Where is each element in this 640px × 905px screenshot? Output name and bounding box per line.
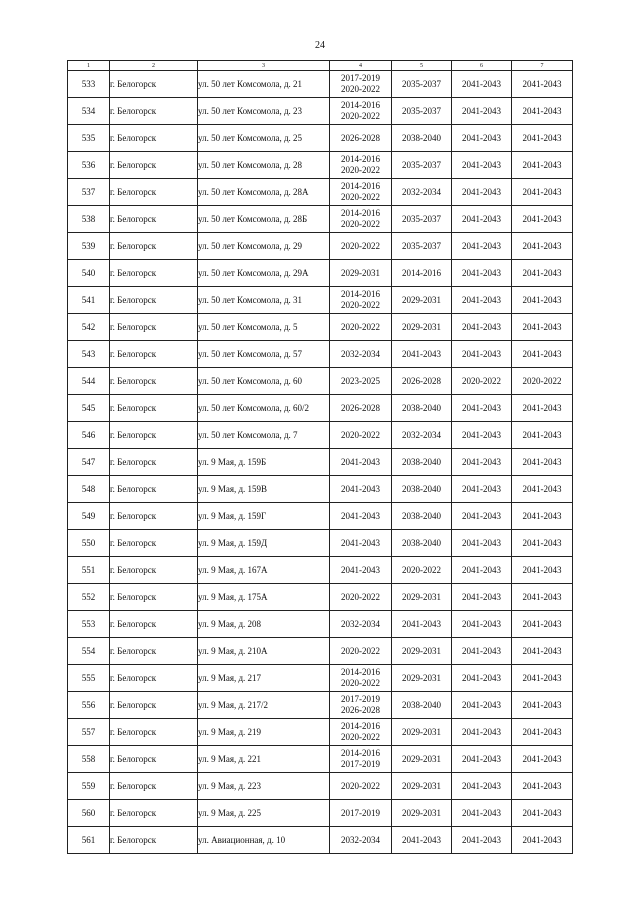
period-cell-col5: 2038-2040 [392, 476, 452, 503]
period-cell-col4 [330, 584, 392, 611]
address-cell: ул. 50 лет Комсомола, д. 57 [198, 341, 330, 368]
period-cell-col4 [330, 692, 392, 719]
period-cell-col7: 2041-2043 [512, 611, 573, 638]
period-cell-col6: 2041-2043 [452, 584, 512, 611]
period-cell-col4 [330, 233, 392, 260]
period-cell-col7: 2041-2043 [512, 341, 573, 368]
city-cell: г. Белогорск [110, 719, 198, 746]
period-cell-col7: 2041-2043 [512, 638, 573, 665]
row-number: 553 [68, 611, 110, 638]
table-row [68, 611, 573, 638]
city-cell: г. Белогорск [110, 422, 198, 449]
city-cell: г. Белогорск [110, 260, 198, 287]
address-cell: ул. 50 лет Комсомола, д. 23 [198, 98, 330, 125]
period-cell-col4 [330, 503, 392, 530]
period-line: 2014-2016 [341, 667, 380, 677]
city-cell: г. Белогорск [110, 476, 198, 503]
period-cell-col6: 2041-2043 [452, 125, 512, 152]
period-cell-col5: 2029-2031 [392, 314, 452, 341]
row-number: 538 [68, 206, 110, 233]
period-cell-col4 [330, 260, 392, 287]
column-header: 4 [330, 61, 392, 71]
table-row [68, 368, 573, 395]
period-line: 2041-2043 [341, 537, 380, 548]
period-cell-col7: 2041-2043 [512, 422, 573, 449]
period-cell-col7: 2041-2043 [512, 530, 573, 557]
city-cell: г. Белогорск [110, 368, 198, 395]
table-body [68, 71, 573, 854]
period-line: 2020-2022 [341, 240, 380, 251]
period-cell-col6: 2041-2043 [452, 503, 512, 530]
period-cell-col4 [330, 611, 392, 638]
period-line: 2032-2034 [341, 834, 380, 845]
table-row [68, 125, 573, 152]
period-cell-col5: 2038-2040 [392, 503, 452, 530]
period-line: 2017-2019 [341, 73, 380, 83]
city-cell: г. Белогорск [110, 233, 198, 260]
city-cell: г. Белогорск [110, 125, 198, 152]
row-number: 533 [68, 71, 110, 98]
period-cell-col6: 2041-2043 [452, 233, 512, 260]
page-number: 24 [315, 40, 325, 51]
period-line: 2014-2016 [341, 748, 380, 758]
address-cell: ул. 9 Мая, д. 219 [198, 719, 330, 746]
period-cell-col6: 2041-2043 [452, 71, 512, 98]
address-cell: ул. 9 Мая, д. 225 [198, 800, 330, 827]
city-cell: г. Белогорск [110, 71, 198, 98]
table-row [68, 314, 573, 341]
row-number: 546 [68, 422, 110, 449]
period-line: 2017-2019 [341, 807, 380, 818]
period-cell-col4 [330, 71, 392, 98]
period-cell-col4 [330, 530, 392, 557]
period-cell-col5: 2038-2040 [392, 125, 452, 152]
period-cell-col4 [330, 179, 392, 206]
address-cell: ул. 50 лет Комсомола, д. 25 [198, 125, 330, 152]
city-cell: г. Белогорск [110, 611, 198, 638]
city-cell: г. Белогорск [110, 665, 198, 692]
city-cell: г. Белогорск [110, 152, 198, 179]
row-number: 545 [68, 395, 110, 422]
period-line: 2020-2022 [341, 732, 380, 742]
city-cell: г. Белогорск [110, 449, 198, 476]
period-cell-col5: 2038-2040 [392, 449, 452, 476]
city-cell: г. Белогорск [110, 206, 198, 233]
period-line: 2026-2028 [341, 132, 380, 143]
table-row [68, 530, 573, 557]
table-row [68, 152, 573, 179]
city-cell: г. Белогорск [110, 773, 198, 800]
address-cell: ул. 9 Мая, д. 159Д [198, 530, 330, 557]
row-number: 539 [68, 233, 110, 260]
address-cell: ул. 9 Мая, д. 175А [198, 584, 330, 611]
period-cell-col7: 2041-2043 [512, 206, 573, 233]
period-cell-col7: 2041-2043 [512, 125, 573, 152]
row-number: 552 [68, 584, 110, 611]
period-cell-col4 [330, 449, 392, 476]
row-number: 547 [68, 449, 110, 476]
table-row [68, 692, 573, 719]
period-cell-col4 [330, 395, 392, 422]
period-line: 2029-2031 [341, 267, 380, 278]
period-line: 2020-2022 [341, 165, 380, 175]
period-cell-col5: 2035-2037 [392, 98, 452, 125]
period-cell-col5: 2029-2031 [392, 746, 452, 773]
address-cell: ул. 9 Мая, д. 208 [198, 611, 330, 638]
table-row [68, 827, 573, 854]
period-line: 2020-2022 [341, 300, 380, 310]
period-cell-col5: 2032-2034 [392, 422, 452, 449]
table-row [68, 746, 573, 773]
period-cell-col6: 2041-2043 [452, 530, 512, 557]
address-cell: ул. 50 лет Комсомола, д. 31 [198, 287, 330, 314]
period-cell-col7: 2041-2043 [512, 800, 573, 827]
period-cell-col6: 2041-2043 [452, 341, 512, 368]
period-line: 2023-2025 [341, 375, 380, 386]
period-line: 2020-2022 [341, 591, 380, 602]
table-row [68, 98, 573, 125]
period-line: 2020-2022 [341, 429, 380, 440]
address-cell: ул. Авиационная, д. 10 [198, 827, 330, 854]
period-cell-col7: 2041-2043 [512, 476, 573, 503]
city-cell: г. Белогорск [110, 98, 198, 125]
city-cell: г. Белогорск [110, 692, 198, 719]
period-cell-col4 [330, 719, 392, 746]
address-cell: ул. 9 Мая, д. 167А [198, 557, 330, 584]
period-cell-col4 [330, 638, 392, 665]
period-cell-col7: 2041-2043 [512, 233, 573, 260]
period-line: 2020-2022 [341, 219, 380, 229]
row-number: 559 [68, 773, 110, 800]
city-cell: г. Белогорск [110, 638, 198, 665]
period-cell-col6: 2041-2043 [452, 476, 512, 503]
period-line: 2032-2034 [341, 348, 380, 359]
register-table [67, 60, 573, 854]
period-cell-col6: 2041-2043 [452, 557, 512, 584]
table-row [68, 584, 573, 611]
period-line: 2020-2022 [341, 678, 380, 688]
period-line: 2020-2022 [341, 645, 380, 656]
period-cell-col6: 2041-2043 [452, 638, 512, 665]
address-cell: ул. 50 лет Комсомола, д. 28 [198, 152, 330, 179]
table-row [68, 665, 573, 692]
period-line: 2020-2022 [341, 780, 380, 791]
period-cell-col7: 2041-2043 [512, 314, 573, 341]
period-cell-col5: 2029-2031 [392, 800, 452, 827]
column-number-row [68, 61, 573, 71]
address-cell: ул. 50 лет Комсомола, д. 21 [198, 71, 330, 98]
period-line: 2014-2016 [341, 208, 380, 218]
period-cell-col4 [330, 800, 392, 827]
period-cell-col4 [330, 746, 392, 773]
period-cell-col7: 2041-2043 [512, 773, 573, 800]
address-cell: ул. 9 Мая, д. 217 [198, 665, 330, 692]
period-cell-col5: 2038-2040 [392, 395, 452, 422]
row-number: 554 [68, 638, 110, 665]
period-cell-col7: 2041-2043 [512, 665, 573, 692]
table-row [68, 233, 573, 260]
period-cell-col6: 2041-2043 [452, 773, 512, 800]
period-cell-col5: 2041-2043 [392, 341, 452, 368]
table-row [68, 260, 573, 287]
row-number: 535 [68, 125, 110, 152]
period-cell-col4 [330, 287, 392, 314]
period-cell-col4 [330, 773, 392, 800]
city-cell: г. Белогорск [110, 746, 198, 773]
row-number: 558 [68, 746, 110, 773]
row-number: 534 [68, 98, 110, 125]
address-cell: ул. 50 лет Комсомола, д. 60/2 [198, 395, 330, 422]
row-number: 556 [68, 692, 110, 719]
city-cell: г. Белогорск [110, 530, 198, 557]
period-cell-col6: 2041-2043 [452, 422, 512, 449]
period-cell-col5: 2041-2043 [392, 611, 452, 638]
period-line: 2014-2016 [341, 721, 380, 731]
period-cell-col7: 2041-2043 [512, 746, 573, 773]
period-cell-col6: 2041-2043 [452, 827, 512, 854]
column-header: 7 [512, 61, 573, 71]
column-header: 3 [198, 61, 330, 71]
period-cell-col7: 2041-2043 [512, 692, 573, 719]
period-line: 2014-2016 [341, 181, 380, 191]
city-cell: г. Белогорск [110, 179, 198, 206]
row-number: 549 [68, 503, 110, 530]
city-cell: г. Белогорск [110, 314, 198, 341]
period-cell-col6: 2041-2043 [452, 611, 512, 638]
period-line: 2041-2043 [341, 456, 380, 467]
address-cell: ул. 50 лет Комсомола, д. 28Б [198, 206, 330, 233]
period-cell-col7: 2041-2043 [512, 827, 573, 854]
table-row [68, 449, 573, 476]
city-cell: г. Белогорск [110, 557, 198, 584]
period-line: 2020-2022 [341, 321, 380, 332]
table-row [68, 71, 573, 98]
period-line: 2041-2043 [341, 483, 380, 494]
period-cell-col6: 2041-2043 [452, 800, 512, 827]
period-cell-col5: 2038-2040 [392, 692, 452, 719]
period-cell-col7: 2041-2043 [512, 557, 573, 584]
row-number: 551 [68, 557, 110, 584]
period-cell-col7: 2041-2043 [512, 395, 573, 422]
row-number: 548 [68, 476, 110, 503]
period-cell-col5: 2029-2031 [392, 584, 452, 611]
city-cell: г. Белогорск [110, 503, 198, 530]
period-cell-col4 [330, 125, 392, 152]
city-cell: г. Белогорск [110, 800, 198, 827]
table-row [68, 719, 573, 746]
period-cell-col7: 2041-2043 [512, 503, 573, 530]
table-row [68, 206, 573, 233]
row-number: 537 [68, 179, 110, 206]
period-cell-col6: 2041-2043 [452, 179, 512, 206]
period-cell-col5: 2035-2037 [392, 233, 452, 260]
row-number: 550 [68, 530, 110, 557]
address-cell: ул. 50 лет Комсомола, д. 29А [198, 260, 330, 287]
period-line: 2032-2034 [341, 618, 380, 629]
period-cell-col5: 2041-2043 [392, 827, 452, 854]
period-cell-col7: 2041-2043 [512, 71, 573, 98]
row-number: 536 [68, 152, 110, 179]
period-cell-col7: 2041-2043 [512, 260, 573, 287]
period-line: 2026-2028 [341, 705, 380, 715]
period-cell-col4 [330, 422, 392, 449]
period-cell-col4 [330, 341, 392, 368]
table-row [68, 557, 573, 584]
period-cell-col7: 2041-2043 [512, 719, 573, 746]
address-cell: ул. 50 лет Комсомола, д. 60 [198, 368, 330, 395]
period-line: 2017-2019 [341, 759, 380, 769]
period-cell-col5: 2035-2037 [392, 71, 452, 98]
period-cell-col6: 2041-2043 [452, 314, 512, 341]
column-header: 6 [452, 61, 512, 71]
table-row [68, 287, 573, 314]
address-cell: ул. 9 Мая, д. 159В [198, 476, 330, 503]
period-cell-col4 [330, 665, 392, 692]
period-cell-col6: 2041-2043 [452, 395, 512, 422]
period-cell-col7: 2041-2043 [512, 287, 573, 314]
period-cell-col5: 2035-2037 [392, 206, 452, 233]
period-cell-col7: 2020-2022 [512, 368, 573, 395]
table-row [68, 800, 573, 827]
period-cell-col5: 2029-2031 [392, 773, 452, 800]
period-cell-col4 [330, 557, 392, 584]
period-line: 2026-2028 [341, 402, 380, 413]
period-cell-col5: 2029-2031 [392, 638, 452, 665]
period-cell-col4 [330, 98, 392, 125]
column-header: 5 [392, 61, 452, 71]
row-number: 555 [68, 665, 110, 692]
period-cell-col4 [330, 152, 392, 179]
period-cell-col4 [330, 827, 392, 854]
period-cell-col7: 2041-2043 [512, 152, 573, 179]
period-cell-col6: 2041-2043 [452, 260, 512, 287]
city-cell: г. Белогорск [110, 287, 198, 314]
period-cell-col6: 2041-2043 [452, 287, 512, 314]
table-row [68, 503, 573, 530]
period-cell-col5: 2029-2031 [392, 287, 452, 314]
row-number: 557 [68, 719, 110, 746]
row-number: 560 [68, 800, 110, 827]
period-cell-col6: 2041-2043 [452, 746, 512, 773]
period-line: 2020-2022 [341, 111, 380, 121]
period-cell-col7: 2041-2043 [512, 98, 573, 125]
period-cell-col4 [330, 314, 392, 341]
period-cell-col4 [330, 368, 392, 395]
period-cell-col6: 2020-2022 [452, 368, 512, 395]
period-line: 2041-2043 [341, 564, 380, 575]
period-cell-col7: 2041-2043 [512, 449, 573, 476]
address-cell: ул. 9 Мая, д. 159Б [198, 449, 330, 476]
period-cell-col5: 2035-2037 [392, 152, 452, 179]
address-cell: ул. 50 лет Комсомола, д. 28А [198, 179, 330, 206]
period-cell-col5: 2038-2040 [392, 530, 452, 557]
period-line: 2017-2019 [341, 694, 380, 704]
table-row [68, 638, 573, 665]
period-cell-col5: 2014-2016 [392, 260, 452, 287]
period-cell-col6: 2041-2043 [452, 152, 512, 179]
period-line: 2020-2022 [341, 192, 380, 202]
period-cell-col7: 2041-2043 [512, 179, 573, 206]
table-row [68, 395, 573, 422]
table-row [68, 773, 573, 800]
address-cell: ул. 50 лет Комсомола, д. 5 [198, 314, 330, 341]
row-number: 541 [68, 287, 110, 314]
period-cell-col6: 2041-2043 [452, 98, 512, 125]
period-cell-col5: 2029-2031 [392, 665, 452, 692]
table-row [68, 422, 573, 449]
address-cell: ул. 50 лет Комсомола, д. 7 [198, 422, 330, 449]
period-cell-col6: 2041-2043 [452, 206, 512, 233]
period-cell-col5: 2029-2031 [392, 719, 452, 746]
address-cell: ул. 9 Мая, д. 217/2 [198, 692, 330, 719]
row-number: 543 [68, 341, 110, 368]
period-cell-col6: 2041-2043 [452, 449, 512, 476]
address-cell: ул. 9 Мая, д. 221 [198, 746, 330, 773]
city-cell: г. Белогорск [110, 827, 198, 854]
period-cell-col4 [330, 206, 392, 233]
period-cell-col7: 2041-2043 [512, 584, 573, 611]
period-line: 2041-2043 [341, 510, 380, 521]
period-line: 2014-2016 [341, 289, 380, 299]
period-cell-col6: 2041-2043 [452, 692, 512, 719]
column-header: 1 [68, 61, 110, 71]
address-cell: ул. 9 Мая, д. 159Г [198, 503, 330, 530]
period-cell-col5: 2020-2022 [392, 557, 452, 584]
period-line: 2020-2022 [341, 84, 380, 94]
address-cell: ул. 9 Мая, д. 223 [198, 773, 330, 800]
address-cell: ул. 9 Мая, д. 210А [198, 638, 330, 665]
address-cell: ул. 50 лет Комсомола, д. 29 [198, 233, 330, 260]
table-row [68, 476, 573, 503]
city-cell: г. Белогорск [110, 584, 198, 611]
table-row [68, 341, 573, 368]
period-cell-col6: 2041-2043 [452, 719, 512, 746]
period-line: 2014-2016 [341, 154, 380, 164]
table-row [68, 179, 573, 206]
city-cell: г. Белогорск [110, 341, 198, 368]
column-header: 2 [110, 61, 198, 71]
period-cell-col6: 2041-2043 [452, 665, 512, 692]
row-number: 542 [68, 314, 110, 341]
city-cell: г. Белогорск [110, 395, 198, 422]
row-number: 561 [68, 827, 110, 854]
row-number: 540 [68, 260, 110, 287]
period-line: 2014-2016 [341, 100, 380, 110]
row-number: 544 [68, 368, 110, 395]
period-cell-col5: 2026-2028 [392, 368, 452, 395]
period-cell-col4 [330, 476, 392, 503]
period-cell-col5: 2032-2034 [392, 179, 452, 206]
